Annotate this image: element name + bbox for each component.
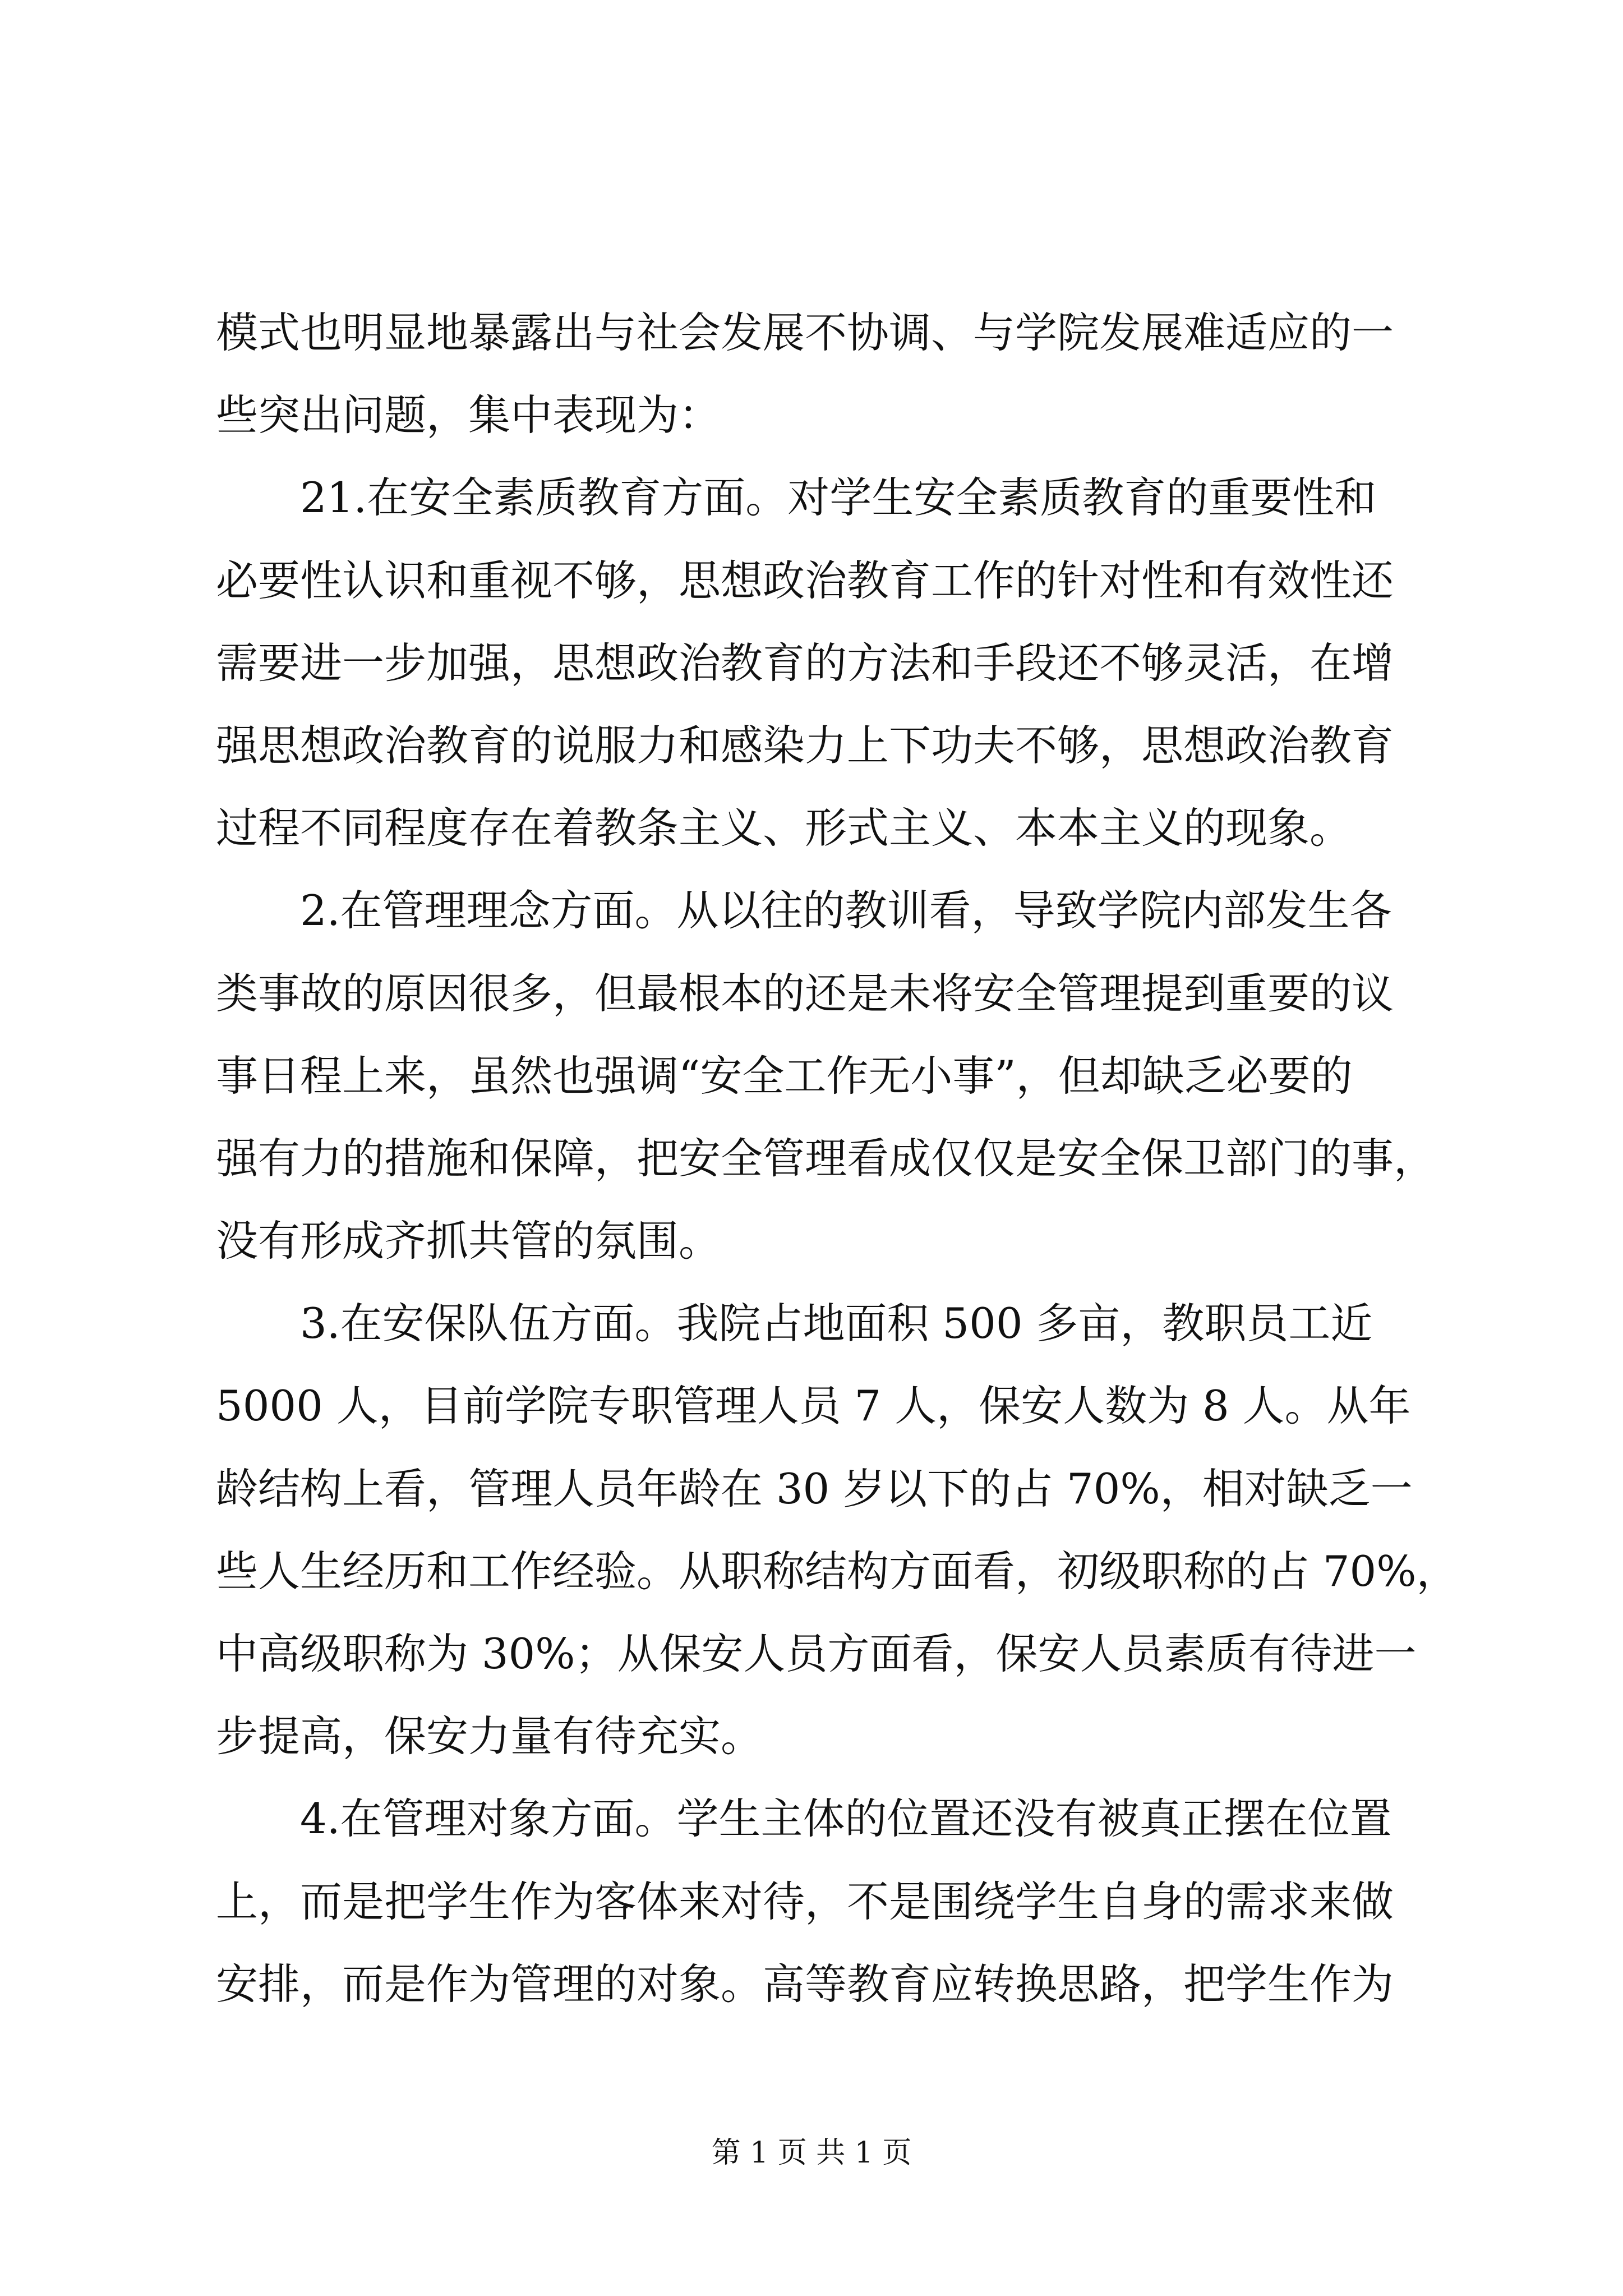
text-line: 需要进一步加强，思想政治教育的方法和手段还不够灵活，在增 (216, 638, 1394, 688)
page-number-label: 第 1 页 共 1 页 (711, 2136, 912, 2170)
text-line: 事日程上来，虽然也强调“安全工作无小事”，但却缺乏必要的 (216, 1051, 1353, 1101)
text-line: 5000 人，目前学院专职管理人员 7 人，保安人数为 8 人。从年 (216, 1381, 1411, 1431)
text-line: 些人生经历和工作经验。从职称结构方面看，初级职称的占 70%， (216, 1546, 1459, 1596)
document-body (216, 292, 1459, 2026)
text-line: 模式也明显地暴露出与社会发展不协调、与学院发展难适应的一 (216, 308, 1394, 357)
paragraph-start-line: 3.在安保队伍方面。我院占地面积 500 多亩，教职员工近 (300, 1299, 1373, 1349)
text-line: 类事故的原因很多，但最根本的还是未将安全管理提到重要的议 (216, 968, 1394, 1018)
text-line: 步提高，保安力量有待充实。 (216, 1711, 763, 1761)
text-line: 必要性认识和重视不够，思想政治教育工作的针对性和有效性还 (216, 555, 1394, 605)
paragraph-start-line: 2.在管理理念方面。从以往的教训看，导致学院内部发生各 (300, 886, 1392, 936)
page-footer (0, 2129, 1623, 2171)
text-line: 中高级职称为 30%；从保安人员方面看，保安人员素质有待进一 (216, 1629, 1417, 1678)
text-line: 强思想政治教育的说服力和感染力上下功夫不够，思想政治教育 (216, 720, 1394, 770)
paragraph-start-line: 4.在管理对象方面。学生主体的位置还没有被真正摆在位置 (300, 1794, 1392, 1844)
text-line: 些突出问题，集中表现为： (216, 390, 721, 440)
text-line: 过程不同程度存在着教条主义、形式主义、本本主义的现象。 (216, 803, 1352, 853)
text-line: 没有形成齐抓共管的氛围。 (216, 1216, 721, 1266)
text-line: 龄结构上看，管理人员年龄在 30 岁以下的占 70%，相对缺乏一 (216, 1464, 1413, 1513)
text-line: 强有力的措施和保障，把安全管理看成仅仅是安全保卫部门的事， (216, 1133, 1436, 1183)
text-line: 上，而是把学生作为客体来对待，不是围绕学生自身的需求来做 (216, 1876, 1394, 1926)
paragraph-start-line: 21.在安全素质教育方面。对学生安全素质教育的重要性和 (300, 473, 1377, 523)
text-line: 安排，而是作为管理的对象。高等教育应转换思路，把学生作为 (216, 1959, 1394, 2009)
